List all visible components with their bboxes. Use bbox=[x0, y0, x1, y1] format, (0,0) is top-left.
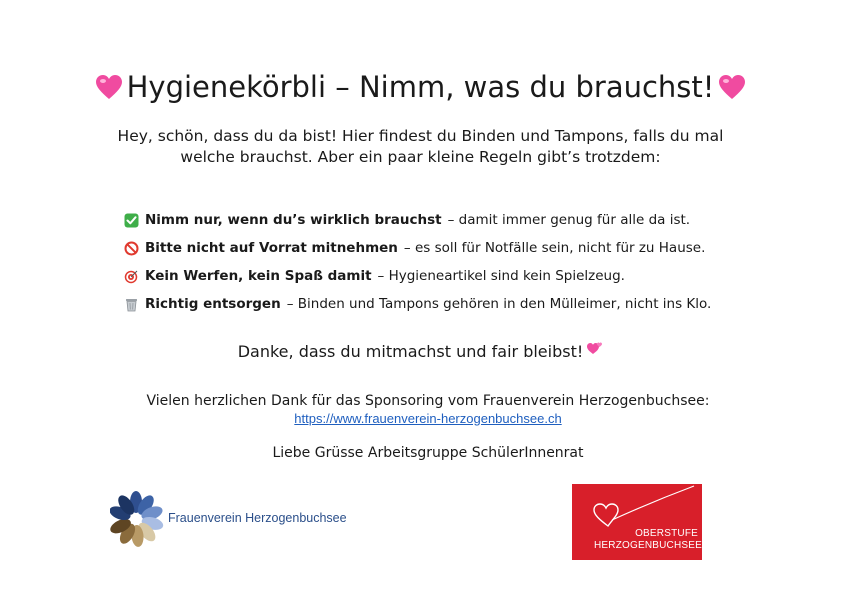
pink-heart-icon bbox=[718, 74, 746, 100]
intro-line-1: Hey, schön, dass du da bist! Hier findest du Binden und Tampons, falls du mal bbox=[117, 127, 724, 145]
greeting-text: Liebe Grüsse Arbeitsgruppe SchülerInnenrat bbox=[272, 445, 584, 461]
rule-title: Nimm nur, wenn du’s wirklich brauchst bbox=[145, 212, 442, 228]
thanks-text bbox=[0, 341, 841, 361]
rule-text: – Hygieneartikel sind kein Spielzeug. bbox=[377, 268, 625, 284]
rule-item bbox=[124, 262, 824, 290]
rule-title: Bitte nicht auf Vorrat mitnehmen bbox=[145, 240, 398, 256]
oberstufe-line-2: HERZOGENBUCHSEE bbox=[594, 540, 703, 551]
pink-heart-icon bbox=[95, 74, 123, 100]
rule-item bbox=[124, 290, 824, 318]
rule-title: Richtig entsorgen bbox=[145, 296, 281, 312]
oberstufe-line-1: OBERSTUFE bbox=[635, 528, 698, 539]
oberstufe-logo bbox=[572, 484, 702, 560]
rule-item bbox=[124, 206, 824, 234]
rules-list bbox=[124, 206, 824, 318]
sponsor-link[interactable]: https://www.frauenverein-herzogenbuchsee.ch bbox=[294, 411, 562, 426]
rule-text: – es soll für Notfälle sein, nicht für zu Hause. bbox=[403, 240, 706, 256]
heart-swoosh-icon bbox=[572, 484, 702, 532]
frauenverein-name: Frauenverein Herzogenbuchsee bbox=[168, 511, 347, 525]
frauenverein-logo bbox=[110, 490, 360, 548]
page-title bbox=[0, 70, 841, 104]
flower-logo-icon bbox=[110, 490, 164, 548]
intro-line-2: welche brauchst. Aber ein paar kleine Regeln gibt’s trotzdem: bbox=[180, 148, 661, 166]
rule-item bbox=[124, 234, 824, 262]
intro-text bbox=[60, 126, 781, 168]
prohibited-icon bbox=[124, 241, 139, 256]
rule-title: Kein Werfen, kein Spaß damit bbox=[145, 268, 372, 284]
target-icon bbox=[124, 269, 139, 284]
trash-can-icon bbox=[124, 297, 139, 312]
check-mark-icon bbox=[124, 213, 139, 228]
oberstufe-text bbox=[594, 528, 703, 552]
title-text: Hygienekörbli – Nimm, was du brauchst! bbox=[126, 70, 715, 104]
two-hearts-icon bbox=[587, 341, 603, 355]
sponsor-text: Vielen herzlichen Dank für das Sponsoring vom Frauenverein Herzogenbuchsee: bbox=[146, 393, 710, 409]
thanks-label: Danke, dass du mitmachst und fair bleibst! bbox=[237, 342, 584, 361]
rule-text: – damit immer genug für alle da ist. bbox=[447, 212, 691, 228]
rule-text: – Binden und Tampons gehören in den Mülleimer, nicht ins Klo. bbox=[286, 296, 712, 312]
